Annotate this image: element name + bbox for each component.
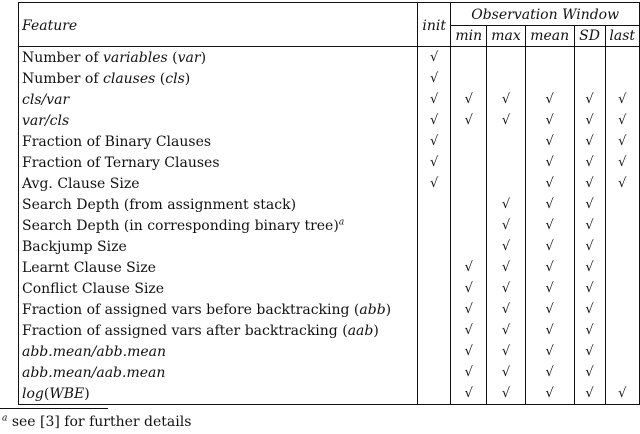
- cell-last: [605, 173, 640, 194]
- cell-last: [605, 257, 640, 278]
- cell-min: [451, 194, 487, 215]
- feature-name-part: ): [385, 301, 392, 318]
- column-header-mean: mean: [525, 26, 574, 47]
- checkmark-icon: √: [585, 134, 594, 149]
- cell-max: [487, 215, 525, 236]
- cell-mean: [525, 299, 574, 320]
- feature-name: [19, 341, 418, 362]
- checkmark-icon: √: [501, 281, 511, 296]
- observation-window-header: Observation Window: [451, 3, 640, 26]
- checkmark-icon: √: [545, 176, 554, 191]
- cell-max: [487, 89, 525, 110]
- checkmark-icon: √: [585, 176, 594, 191]
- cell-max: [487, 299, 525, 320]
- checkmark-icon: √: [585, 260, 594, 275]
- checkmark-icon: √: [585, 281, 594, 296]
- cell-mean: [525, 320, 574, 341]
- cell-min: [451, 383, 487, 405]
- feature-name-part: ): [184, 70, 191, 87]
- cell-last: [605, 152, 640, 173]
- feature-name: [19, 299, 418, 320]
- cell-mean: [525, 68, 574, 89]
- cell-sd: [574, 215, 605, 236]
- checkmark-icon: √: [430, 92, 439, 107]
- cell-mean: [525, 383, 574, 405]
- checkmark-icon: √: [585, 197, 594, 212]
- checkmark-icon: √: [545, 239, 554, 254]
- cell-init: [418, 152, 451, 173]
- checkmark-icon: √: [430, 71, 439, 86]
- feature-name-part: Search Depth (from assignment stack): [22, 196, 297, 213]
- checkmark-icon: √: [545, 344, 554, 359]
- cell-sd: [574, 383, 605, 405]
- cell-sd: [574, 257, 605, 278]
- feature-name: [19, 173, 418, 194]
- feature-name-part: Fraction of Binary Clauses: [22, 133, 212, 150]
- cell-init: [418, 236, 451, 257]
- checkmark-icon: √: [430, 50, 439, 65]
- table-body: [19, 47, 640, 405]
- feature-name-part: var/cls: [22, 112, 70, 129]
- cell-max: [487, 278, 525, 299]
- feature-table-container: [18, 2, 640, 405]
- checkmark-icon: √: [501, 365, 511, 380]
- checkmark-icon: √: [501, 239, 511, 254]
- checkmark-icon: √: [618, 155, 627, 170]
- table-row: [19, 110, 640, 131]
- feature-name: [19, 194, 418, 215]
- cell-last: [605, 194, 640, 215]
- feature-name-part: Avg. Clause Size: [22, 175, 140, 192]
- checkmark-icon: √: [585, 155, 594, 170]
- cell-min: [451, 236, 487, 257]
- checkmark-icon: √: [545, 260, 554, 275]
- feature-name-part: log: [22, 385, 44, 402]
- cell-max: [487, 68, 525, 89]
- table-row: [19, 215, 640, 236]
- cell-init: [418, 320, 451, 341]
- checkmark-icon: √: [501, 113, 511, 128]
- checkmark-icon: √: [618, 113, 627, 128]
- table-row: [19, 68, 640, 89]
- footnote: [2, 414, 191, 430]
- feature-name: [19, 257, 418, 278]
- cell-init: [418, 194, 451, 215]
- checkmark-icon: √: [545, 92, 554, 107]
- checkmark-icon: √: [545, 155, 554, 170]
- cell-last: [605, 236, 640, 257]
- cell-last: [605, 278, 640, 299]
- cell-init: [418, 257, 451, 278]
- checkmark-icon: √: [585, 302, 594, 317]
- cell-min: [451, 131, 487, 152]
- cell-min: [451, 152, 487, 173]
- checkmark-icon: √: [430, 155, 439, 170]
- footnote-text: see [3] for further details: [7, 414, 192, 430]
- cell-init: [418, 131, 451, 152]
- feature-name-part: Backjump Size: [22, 238, 127, 255]
- checkmark-icon: √: [545, 113, 554, 128]
- cell-mean: [525, 89, 574, 110]
- cell-init: [418, 299, 451, 320]
- table-row: [19, 47, 640, 69]
- checkmark-icon: √: [585, 344, 594, 359]
- feature-name-part: Fraction of Ternary Clauses: [22, 154, 220, 171]
- checkmark-icon: √: [464, 113, 473, 128]
- checkmark-icon: √: [585, 323, 594, 338]
- cell-max: [487, 131, 525, 152]
- table-row: [19, 152, 640, 173]
- cell-mean: [525, 110, 574, 131]
- cell-last: [605, 341, 640, 362]
- cell-min: [451, 173, 487, 194]
- checkmark-icon: √: [545, 302, 554, 317]
- cell-max: [487, 320, 525, 341]
- cell-max: [487, 362, 525, 383]
- feature-name-part: Conflict Clause Size: [22, 280, 165, 297]
- cell-sd: [574, 236, 605, 257]
- cell-sd: [574, 320, 605, 341]
- cell-sd: [574, 47, 605, 69]
- checkmark-icon: √: [618, 134, 627, 149]
- checkmark-icon: √: [618, 176, 627, 191]
- cell-mean: [525, 194, 574, 215]
- checkmark-icon: √: [464, 323, 473, 338]
- cell-min: [451, 47, 487, 69]
- cell-max: [487, 236, 525, 257]
- cell-sd: [574, 194, 605, 215]
- checkmark-icon: √: [464, 281, 473, 296]
- feature-name-part: variables: [103, 49, 168, 66]
- cell-mean: [525, 47, 574, 69]
- checkmark-icon: √: [430, 134, 439, 149]
- cell-max: [487, 194, 525, 215]
- feature-name-part: abb: [359, 301, 386, 318]
- column-header-last: last: [605, 26, 640, 47]
- feature-name: [19, 278, 418, 299]
- feature-name: [19, 47, 418, 69]
- feature-name-part: (: [167, 49, 178, 66]
- cell-min: [451, 257, 487, 278]
- cell-max: [487, 173, 525, 194]
- cell-last: [605, 215, 640, 236]
- checkmark-icon: √: [545, 134, 554, 149]
- checkmark-icon: √: [430, 176, 439, 191]
- footnote-mark: a: [2, 413, 8, 424]
- table-row: [19, 299, 640, 320]
- feature-name-part: ): [200, 49, 207, 66]
- cell-last: [605, 89, 640, 110]
- checkmark-icon: √: [545, 197, 554, 212]
- feature-name-part: cls/var: [22, 91, 70, 108]
- checkmark-icon: √: [585, 386, 594, 401]
- cell-sd: [574, 362, 605, 383]
- column-header-max: max: [487, 26, 525, 47]
- checkmark-icon: √: [464, 386, 473, 401]
- checkmark-icon: √: [585, 365, 594, 380]
- feature-name-part: Fraction of assigned vars before backtracking (: [22, 301, 360, 318]
- cell-last: [605, 299, 640, 320]
- footnote-rule: [0, 408, 108, 409]
- table-row: [19, 341, 640, 362]
- feature-name-part: clauses: [103, 70, 156, 87]
- cell-init: [418, 110, 451, 131]
- footnote-reference: a: [338, 216, 345, 227]
- cell-last: [605, 47, 640, 69]
- cell-mean: [525, 278, 574, 299]
- cell-sd: [574, 89, 605, 110]
- cell-init: [418, 278, 451, 299]
- feature-name-part: Learnt Clause Size: [22, 259, 156, 276]
- cell-init: [418, 215, 451, 236]
- checkmark-icon: √: [464, 365, 473, 380]
- cell-min: [451, 299, 487, 320]
- cell-max: [487, 47, 525, 69]
- feature-table: [18, 2, 640, 405]
- feature-column-header: Feature: [19, 3, 418, 47]
- cell-min: [451, 362, 487, 383]
- feature-name-part: Number of: [22, 49, 103, 66]
- cell-last: [605, 131, 640, 152]
- feature-name: [19, 152, 418, 173]
- cell-min: [451, 110, 487, 131]
- feature-name: [19, 110, 418, 131]
- feature-name: [19, 215, 418, 236]
- cell-sd: [574, 299, 605, 320]
- checkmark-icon: √: [501, 386, 511, 401]
- column-header-min: min: [451, 26, 487, 47]
- cell-max: [487, 152, 525, 173]
- feature-name-part: abb.mean/abb.mean: [22, 343, 167, 360]
- cell-last: [605, 110, 640, 131]
- cell-max: [487, 383, 525, 405]
- feature-name-part: (: [43, 385, 50, 402]
- cell-mean: [525, 173, 574, 194]
- cell-last: [605, 362, 640, 383]
- feature-name-part: aab: [347, 322, 374, 339]
- table-row: [19, 173, 640, 194]
- checkmark-icon: √: [464, 260, 473, 275]
- checkmark-icon: √: [618, 386, 627, 401]
- checkmark-icon: √: [501, 344, 511, 359]
- cell-last: [605, 68, 640, 89]
- cell-init: [418, 383, 451, 405]
- cell-sd: [574, 110, 605, 131]
- feature-name-part: ): [373, 322, 379, 339]
- cell-max: [487, 341, 525, 362]
- cell-mean: [525, 131, 574, 152]
- cell-min: [451, 68, 487, 89]
- table-row: [19, 236, 640, 257]
- checkmark-icon: √: [545, 281, 554, 296]
- checkmark-icon: √: [501, 260, 511, 275]
- cell-mean: [525, 257, 574, 278]
- checkmark-icon: √: [430, 113, 439, 128]
- cell-last: [605, 320, 640, 341]
- feature-name: [19, 89, 418, 110]
- cell-min: [451, 320, 487, 341]
- checkmark-icon: √: [585, 239, 594, 254]
- cell-min: [451, 215, 487, 236]
- table-row: [19, 194, 640, 215]
- table-row: [19, 362, 640, 383]
- feature-name-part: abb.mean/aab.mean: [22, 364, 166, 381]
- checkmark-icon: √: [545, 323, 554, 338]
- feature-name-part: Search Depth (in corresponding binary tree): [22, 217, 339, 234]
- feature-name-part: Number of: [22, 70, 103, 87]
- feature-name: [19, 236, 418, 257]
- cell-min: [451, 89, 487, 110]
- cell-max: [487, 257, 525, 278]
- checkmark-icon: √: [585, 218, 594, 233]
- table-row: [19, 278, 640, 299]
- feature-name: [19, 131, 418, 152]
- cell-min: [451, 341, 487, 362]
- cell-init: [418, 173, 451, 194]
- cell-sd: [574, 131, 605, 152]
- cell-init: [418, 68, 451, 89]
- cell-sd: [574, 278, 605, 299]
- cell-sd: [574, 341, 605, 362]
- cell-sd: [574, 173, 605, 194]
- checkmark-icon: √: [545, 218, 554, 233]
- cell-sd: [574, 152, 605, 173]
- cell-mean: [525, 341, 574, 362]
- cell-min: [451, 278, 487, 299]
- feature-name-part: var: [177, 49, 201, 66]
- feature-name: [19, 383, 418, 405]
- cell-last: [605, 383, 640, 405]
- checkmark-icon: √: [545, 386, 554, 401]
- table-row: [19, 131, 640, 152]
- checkmark-icon: √: [464, 302, 473, 317]
- table-row: [19, 89, 640, 110]
- feature-name: [19, 362, 418, 383]
- checkmark-icon: √: [501, 218, 511, 233]
- cell-mean: [525, 236, 574, 257]
- cell-mean: [525, 362, 574, 383]
- feature-name-part: WBE: [49, 385, 85, 402]
- checkmark-icon: √: [501, 323, 511, 338]
- checkmark-icon: √: [618, 92, 627, 107]
- checkmark-icon: √: [501, 302, 511, 317]
- checkmark-icon: √: [585, 92, 594, 107]
- column-header-sd: SD: [574, 26, 605, 47]
- cell-init: [418, 47, 451, 69]
- feature-name: [19, 68, 418, 89]
- feature-name-part: cls: [165, 70, 185, 87]
- feature-name: [19, 320, 418, 341]
- table-row: [19, 257, 640, 278]
- cell-mean: [525, 215, 574, 236]
- cell-sd: [574, 68, 605, 89]
- checkmark-icon: √: [464, 344, 473, 359]
- checkmark-icon: √: [545, 365, 554, 380]
- cell-init: [418, 341, 451, 362]
- checkmark-icon: √: [585, 113, 594, 128]
- table-row: [19, 320, 640, 341]
- checkmark-icon: √: [501, 92, 511, 107]
- feature-name-part: Fraction of assigned vars after backtracking (: [22, 322, 348, 339]
- cell-mean: [525, 152, 574, 173]
- checkmark-icon: √: [464, 92, 473, 107]
- cell-init: [418, 89, 451, 110]
- table-header: [19, 3, 640, 47]
- checkmark-icon: √: [501, 197, 511, 212]
- feature-name-part: ): [84, 385, 90, 402]
- table-row: [19, 383, 640, 405]
- feature-name-part: (: [155, 70, 166, 87]
- cell-max: [487, 110, 525, 131]
- init-column-header: init: [418, 3, 451, 47]
- cell-init: [418, 362, 451, 383]
